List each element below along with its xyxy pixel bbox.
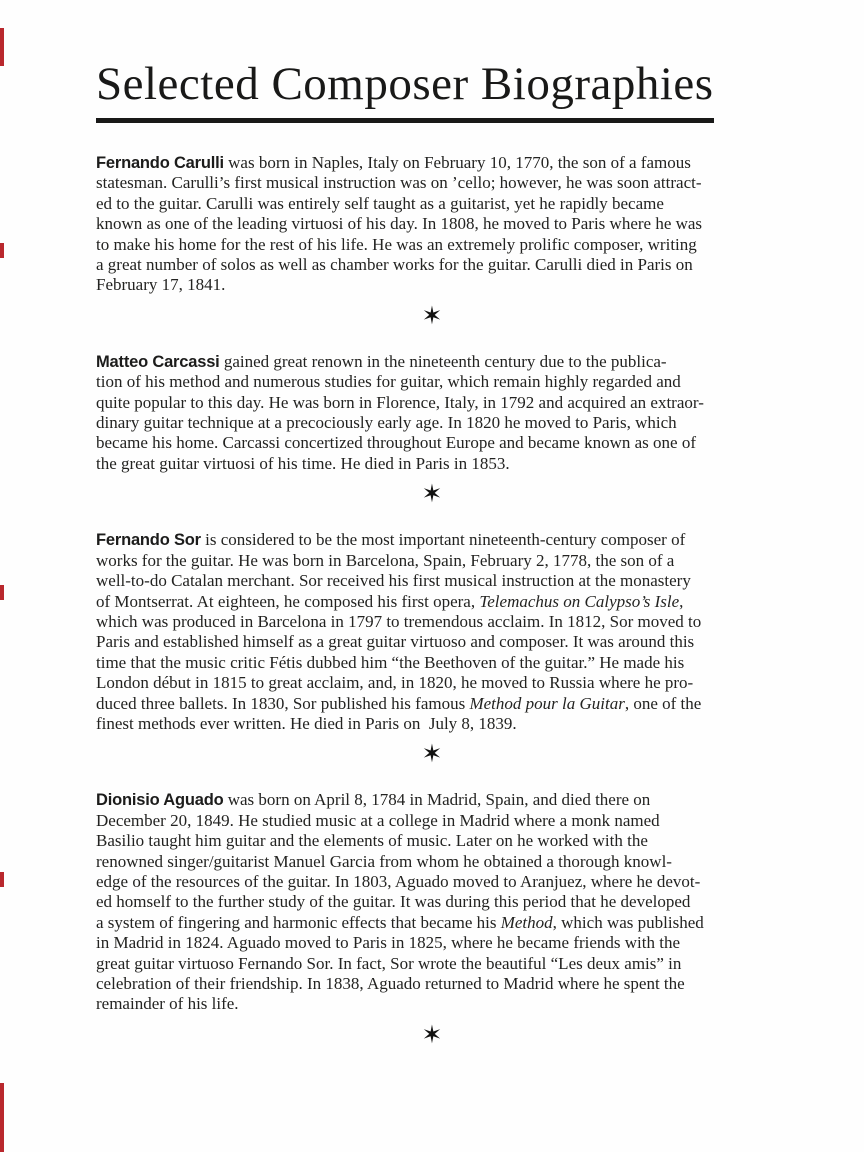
bio-fernando-sor [96,530,768,734]
body-text: tion of his method and numerous studies for guitar, which remain highly regarded and [96,372,681,392]
text-line [96,790,768,810]
text-line [96,592,768,612]
red-edge-mark [0,28,4,66]
text-line [96,811,768,831]
text-line [96,530,768,550]
text-line [96,612,768,632]
text-line [96,433,768,453]
italic-work-title: Method pour la Guitar [469,693,625,713]
body-text: edge of the resources of the guitar. In 1803, Aguado moved to Aranjuez, where he devot- [96,871,701,891]
body-text: works for the guitar. He was born in Barcelona, Spain, February 2, 1778, the son of a [96,550,675,570]
text-line [96,974,768,994]
red-edge-mark [0,872,4,887]
section-divider [96,1019,768,1049]
body-text: gained great renown in the nineteenth century due to the publica- [219,351,667,371]
page-title: Selected Composer Biographies [96,57,714,123]
text-line [96,571,768,591]
body-text: ed homself to the further study of the guitar. It was during this period that he developed [96,892,691,912]
text-line [96,153,768,173]
text-line [96,933,768,953]
text-line [96,173,768,193]
body-text: in Madrid in 1824. Aguado moved to Paris in 1825, where he became friends with the [96,933,681,953]
body-text: ed to the guitar. Carulli was entirely self taught as a guitarist, yet he rapidly became [96,193,664,213]
text-line [96,694,768,714]
body-text: quite popular to this day. He was born in Florence, Italy, in 1792 and acquired an extraor- [96,392,704,412]
text-line [96,413,768,433]
body-text: Paris and established himself as a great guitar virtuoso and composer. It was around this [96,632,695,652]
body-text: is considered to be the most important nineteenth-century composer of [200,530,686,550]
section-divider [96,481,768,507]
body-text: , which was published [552,912,704,932]
text-line [96,852,768,872]
body-text: duced three ballets. In 1830, Sor published his famous [96,693,470,713]
text-line [96,673,768,693]
text-line [96,632,768,652]
red-edge-mark [0,1083,4,1152]
composer-name: Fernando Sor [96,531,201,550]
body-text: remainder of his life. [96,994,239,1014]
page-content [96,57,768,1071]
body-text: well-to-do Catalan merchant. Sor received his first musical instruction at the monastery [96,571,691,591]
bio-paragraph [96,352,768,474]
body-text: a great number of solos as well as chamber works for the guitar. Carulli died in Paris on [96,255,693,275]
text-line [96,714,768,734]
composer-name: Matteo Carcassi [96,352,220,371]
six-pointed-star-icon: ✶ [421,1019,443,1049]
bio-matteo-carcassi [96,352,768,474]
text-line [96,194,768,214]
section-divider [96,300,768,330]
body-text: was born in Naples, Italy on February 10, 1770, the son of a famous [223,153,691,172]
section-divider [96,741,768,767]
text-line [96,653,768,673]
body-text: , [679,591,684,611]
six-pointed-star-icon: ✶ [421,300,443,330]
text-line [96,831,768,851]
red-edge-mark [0,243,4,258]
body-text: December 20, 1849. He studied music at a college in Madrid where a monk named [96,810,660,830]
bio-paragraph [96,153,768,296]
text-line [96,352,768,372]
italic-work-title: Telemachus on Calypso’s Isle [479,591,680,611]
body-text: a system of fingering and harmonic effects that became his [96,912,501,932]
text-line [96,872,768,892]
body-text: statesman. Carulli’s first musical instruction was on ’cello; however, he was soon attract- [96,173,702,193]
body-text: time that the music critic Fétis dubbed him “the Beethoven of the guitar.” He made his [96,652,685,672]
text-line [96,454,768,474]
body-text: February 17, 1841. [96,275,226,295]
text-line [96,892,768,912]
body-text: renowned singer/guitarist Manuel Garcia from whom he obtained a thorough knowl- [96,851,672,871]
page-header [96,57,768,123]
text-line [96,393,768,413]
body-text: dinary guitar technique at a precociously early age. In 1820 he moved to Paris, which [96,413,677,433]
body-text: became his home. Carcassi concertized throughout Europe and became known as one of [96,433,696,453]
bio-dionisio-aguado [96,790,768,1014]
italic-work-title: Method [500,912,553,932]
text-line [96,255,768,275]
composer-name: Fernando Carulli [96,154,224,172]
body-text: great guitar virtuoso Fernando Sor. In fact, Sor wrote the beautiful “Les deux amis” in [96,953,682,973]
body-text: , one of the [624,693,702,713]
body-text: of Montserrat. At eighteen, he composed his first opera, [96,591,480,611]
red-edge-mark [0,585,4,600]
body-text: London début in 1815 to great acclaim, and, in 1820, he moved to Russia where he pro- [96,673,694,693]
bio-fernando-carulli [96,153,768,296]
composer-name: Dionisio Aguado [96,791,224,810]
body-text: celebration of their friendship. In 1838, Aguado returned to Madrid where he spent the [96,974,685,993]
bio-paragraph [96,530,768,734]
body-text: which was produced in Barcelona in 1797 to tremendous acclaim. In 1812, Sor moved to [96,611,702,631]
body-text: the great guitar virtuosi of his time. He died in Paris in 1853. [96,453,510,473]
body-text: known as one of the leading virtuosi of his day. In 1808, he moved to Paris where he was [96,214,703,234]
text-line [96,214,768,234]
text-line [96,913,768,933]
body-text: finest methods ever written. He died in Paris on July 8, 1839. [96,713,517,733]
body-text: Basilio taught him guitar and the elements of music. Later on he worked with the [96,831,648,851]
text-line [96,551,768,571]
six-pointed-star-icon: ✶ [421,739,443,769]
text-line [96,994,768,1014]
body-text: to make his home for the rest of his life. He was an extremely prolific composer, writing [96,234,697,254]
text-line [96,275,768,295]
text-line [96,954,768,974]
six-pointed-star-icon: ✶ [421,479,443,509]
text-line [96,372,768,392]
body-text: was born on April 8, 1784 in Madrid, Spain, and died there on [223,790,651,810]
text-line [96,235,768,255]
bio-paragraph [96,790,768,1014]
